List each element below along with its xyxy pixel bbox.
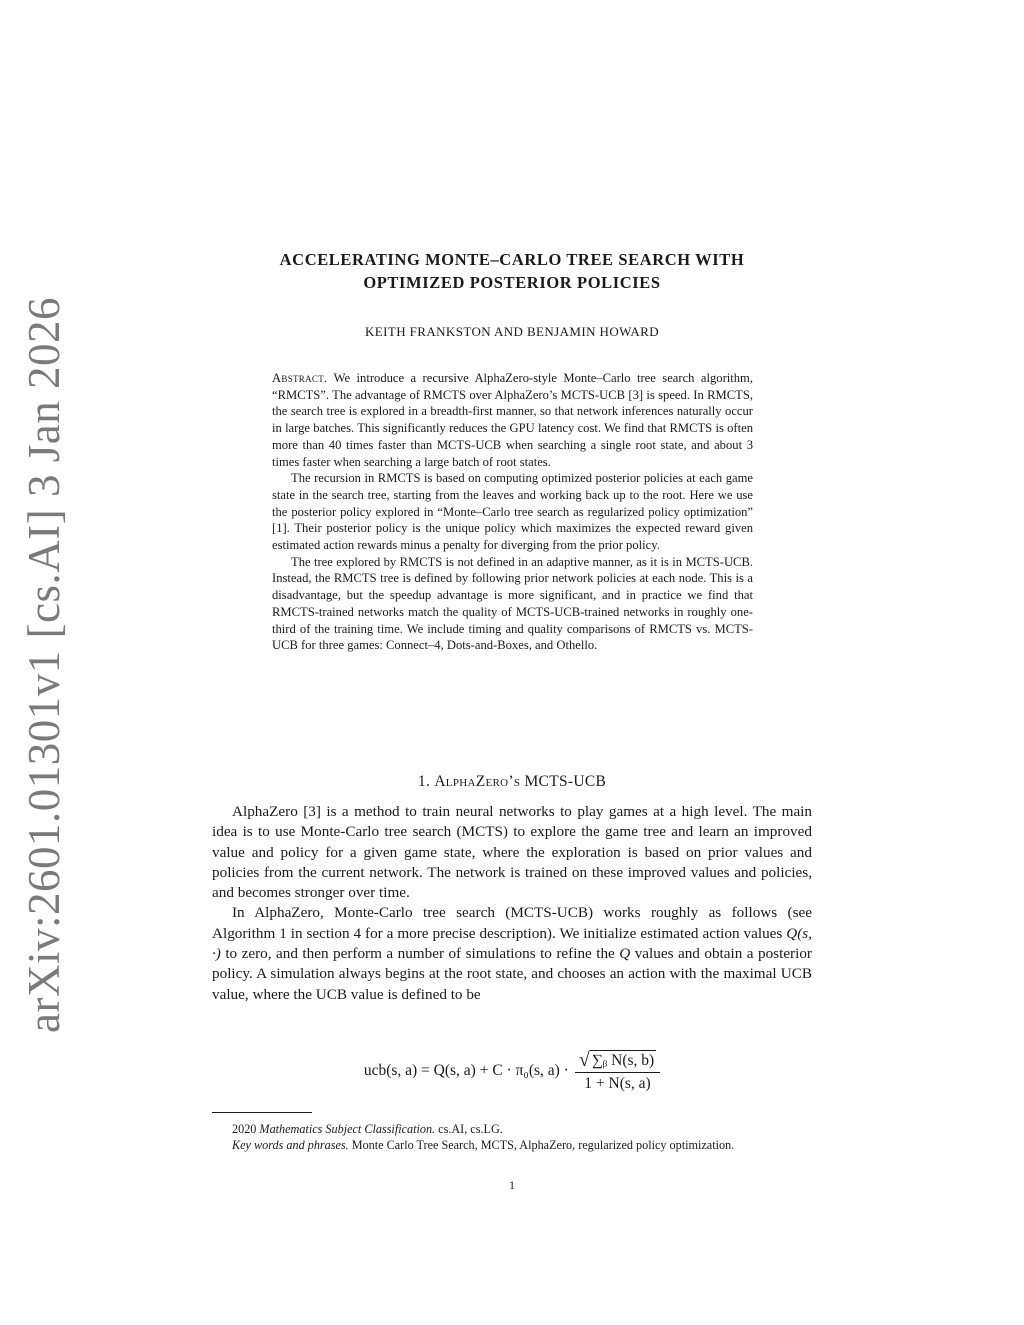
body-p2-part-c: values and obtain a posterior policy. A simulation always begins at the root state, and chooses an action with the maximal UCB value, where the UCB value is defined to be <box>212 945 812 1003</box>
section-name-rest: MCTS-UCB <box>524 773 607 790</box>
keywords-label: Key words and phrases. <box>232 1138 349 1153</box>
footnote-msc <box>212 1121 812 1137</box>
body-paragraph-1: AlphaZero [3] is a method to train neural networks to play games at a high level. The main idea is to use Monte-Carlo tree search (MCTS) to explore the game tree and learn an improved value and policy for a given game state, where the exploration is based on prior values and policies from the current network. The network is trained on these improved values and policies, and becomes stronger over time. <box>212 803 812 902</box>
authors: KEITH FRANKSTON AND BENJAMIN HOWARD <box>365 324 659 339</box>
msc-year: 2020 <box>232 1122 257 1136</box>
abstract-paragraph-3: The tree explored by RMCTS is not defined in an adaptive manner, as it is in MCTS-UCB. Instead, the RMCTS tree is defined by following prior network policies at each node. This is a disadvantage, but the speedup advantage is more significant, and in practice we find that RMCTS-trained networks match the quality of MCTS-UCB-trained networks in roughly one-third of the training time. We include timing and quality comparisons of RMCTS vs. MCTS-UCB for three games: Connect–4, Dots-and-Boxes, and Othello. <box>272 554 753 653</box>
equation-numerator <box>575 1050 660 1073</box>
msc-value: cs.AI, cs.LG. <box>438 1122 503 1136</box>
section-body <box>212 802 812 1005</box>
paper-title <box>210 248 814 294</box>
title-line-2: OPTIMIZED POSTERIOR POLICIES <box>363 273 661 292</box>
arxiv-id: arXiv:2601.01301v1 [cs.AI] 3 Jan 2026 <box>19 297 70 1033</box>
title-line-1: ACCELERATING MONTE–CARLO TREE SEARCH WITH <box>279 250 745 269</box>
body-p2-part-b: to zero, and then perform a number of simulations to refine the <box>220 945 620 963</box>
section-name: AlphaZero’s <box>434 773 521 790</box>
equation-lhs: ucb(s, a) = Q(s, a) + C · π₀(s, a) · <box>363 1062 569 1079</box>
page-number: 1 <box>509 1178 515 1192</box>
keywords-value: Monte Carlo Tree Search, MCTS, AlphaZero, regularized policy optimization. <box>351 1138 735 1153</box>
equation-denominator: 1 + N(s, a) <box>584 1074 651 1092</box>
math-q: Q <box>619 945 631 963</box>
footnote-keywords <box>212 1137 812 1153</box>
footnote-rule <box>212 1112 312 1113</box>
section-heading <box>210 773 814 791</box>
abstract-heading: Abstract. <box>272 371 328 385</box>
abstract-p1-text: We introduce a recursive AlphaZero-style Monte–Carlo tree search algorithm, “RMCTS”. The advantage of RMCTS over AlphaZero’s MCTS-UCB [3] is speed. In RMCTS, the search tree is explored in a breadth-first manner, so that network inferences naturally occur in large batches. This significantly reduces the GPU latency cost. We find that RMCTS is often more than 40 times faster than MCTS-UCB when searching a single root state, and about 3 times faster when searching a large batch of root states. <box>272 371 753 469</box>
square-root <box>579 1050 656 1070</box>
section-number: 1. <box>417 773 431 790</box>
sqrt-content: ∑ᵦ N(s, b) <box>591 1051 655 1069</box>
abstract-paragraph-1 <box>272 370 753 470</box>
equation-fraction <box>575 1050 660 1093</box>
abstract-paragraph-2: The recursion in RMCTS is based on computing optimized posterior policies at each game state in the search tree, starting from the leaves and working back up to the root. Here we use the posterior policy explored in “Monte–Carlo tree search as regularized policy optimization” [1]. Their posterior policy is the unique policy which maximizes the expected reward given estimated action rewards minus a penalty for diverging from the prior policy. <box>272 471 753 553</box>
arxiv-stamp <box>4 297 84 1033</box>
ucb-equation <box>212 1046 812 1096</box>
footnotes <box>212 1121 812 1154</box>
msc-label: Mathematics Subject Classification. <box>259 1122 436 1136</box>
body-p2-part-a: In AlphaZero, Monte-Carlo tree search (MCTS-UCB) works roughly as follows (see Algorithm 1 in section 4 for a more precise description). We initialize estimated action values <box>212 904 812 942</box>
math-q-function: Q(s, ·) <box>212 924 812 963</box>
sqrt-icon: √ <box>578 1048 590 1071</box>
abstract <box>272 370 753 654</box>
body-paragraph-2 <box>212 903 812 1004</box>
